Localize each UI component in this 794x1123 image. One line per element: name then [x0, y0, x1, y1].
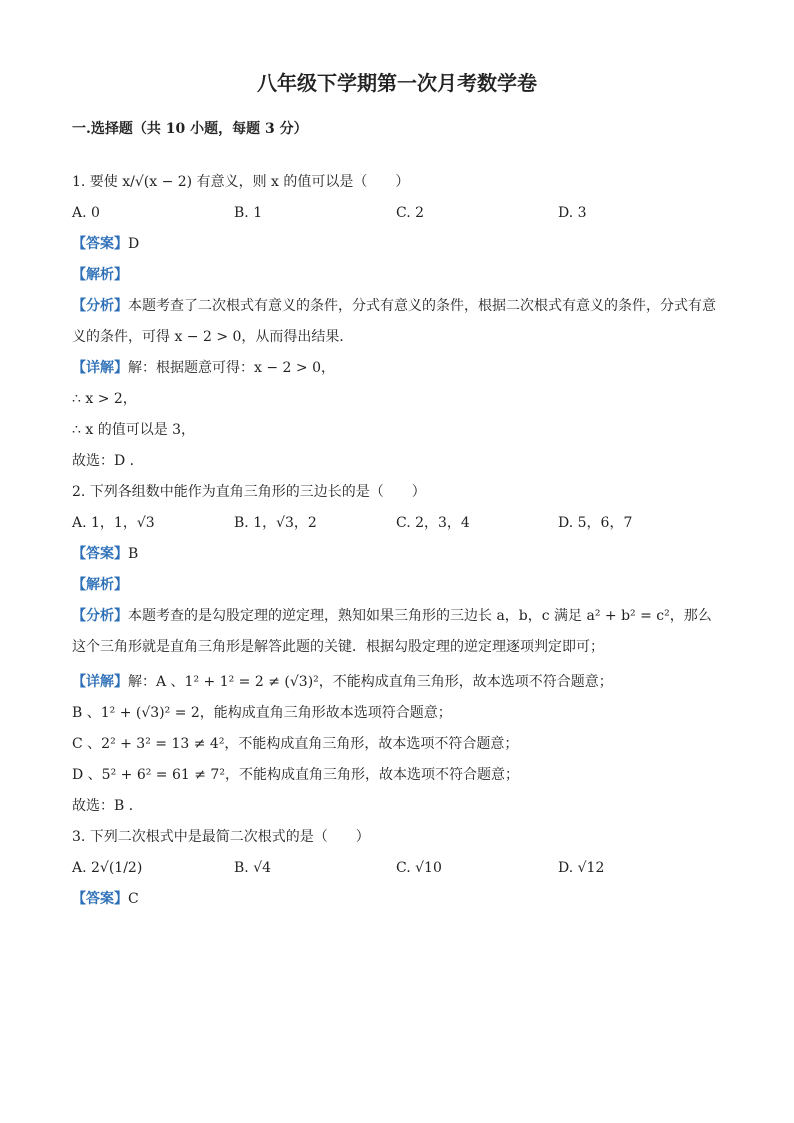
q1-detail-text: 解：根据题意可得：x − 2 > 0，	[128, 360, 335, 376]
question-1	[72, 167, 722, 477]
q2-fenxi-text: 本题考查的是勾股定理的逆定理，熟知如果三角形的三边长 a，b，c 满足 a² + b² = c²，那么这个三角形就是直角三角形是解答此题的关键．根据勾股定理的逆定理逐项判定即可；	[72, 608, 712, 655]
q1-option-a: A. 0	[72, 205, 100, 221]
q2-detail	[72, 667, 722, 698]
q3-option-d: D. √12	[558, 860, 605, 876]
q1-detail	[72, 353, 722, 384]
q2-answer-value: B	[128, 546, 139, 562]
q1-stem: 1. 要使 x/√(x − 2) 有意义，则 x 的值可以是（ ）	[72, 174, 410, 190]
q1-analysis-heading	[72, 260, 722, 291]
q2-options	[72, 508, 722, 539]
answer-tag: 【答案】	[72, 236, 128, 252]
q1-option-c: C. 2	[396, 205, 425, 221]
q2-step-4: 故选：B ．	[72, 798, 143, 814]
q3-option-b: B. √4	[234, 860, 272, 876]
question-3	[72, 822, 722, 915]
q2-step-3: D 、5² + 6² = 61 ≠ 7²，不能构成直角三角形，故本选项不符合题意；	[72, 767, 519, 783]
q2-option-d: D. 5，6，7	[558, 515, 633, 531]
detail-tag: 【详解】	[72, 360, 128, 376]
answer-tag: 【答案】	[72, 546, 128, 562]
section-heading: 一.选择题（共 10 小题，每题 3 分）	[72, 121, 308, 137]
q3-stem: 3. 下列二次根式中是最简二次根式的是（ ）	[72, 829, 370, 845]
analysis-tag: 【解析】	[72, 267, 128, 283]
question-2	[72, 477, 722, 822]
q2-step-1: B 、1² + (√3)² = 2，能构成直角三角形故本选项符合题意；	[72, 705, 452, 721]
page-title: 八年级下学期第一次月考数学卷	[257, 71, 537, 95]
q1-step-1: ∴ x > 2，	[72, 391, 137, 407]
q2-stem: 2. 下列各组数中能作为直角三角形的三边长的是（ ）	[72, 484, 426, 500]
analysis-tag: 【解析】	[72, 577, 128, 593]
q1-option-b: B. 1	[234, 205, 263, 221]
q3-answer-value: C	[128, 891, 139, 907]
q1-option-d: D. 3	[558, 205, 587, 221]
answer-tag: 【答案】	[72, 891, 128, 907]
q1-options	[72, 198, 722, 229]
q3-options	[72, 853, 722, 884]
q1-step-2: ∴ x 的值可以是 3，	[72, 422, 196, 438]
q2-analysis-heading	[72, 570, 722, 601]
q2-option-a: A. 1，1，√3	[72, 515, 155, 531]
fenxi-tag: 【分析】	[72, 298, 128, 314]
fenxi-tag: 【分析】	[72, 608, 128, 624]
q3-answer	[72, 884, 722, 915]
detail-tag: 【详解】	[72, 674, 128, 690]
q2-step-2: C 、2² + 3² = 13 ≠ 4²，不能构成直角三角形，故本选项不符合题意；	[72, 736, 519, 752]
q2-option-b: B. 1，√3，2	[234, 515, 317, 531]
q3-option-c: C. √10	[396, 860, 442, 876]
q1-fenxi	[72, 291, 722, 353]
q1-answer-value: D	[128, 236, 140, 252]
q2-option-c: C. 2，3，4	[396, 515, 470, 531]
q1-fenxi-text: 本题考查了二次根式有意义的条件，分式有意义的条件，根据二次根式有意义的条件，分式有意义的条件，可得 x − 2 > 0，从而得出结果．	[72, 298, 716, 345]
q2-answer	[72, 539, 722, 570]
q1-answer	[72, 229, 722, 260]
q1-step-3: 故选：D ．	[72, 453, 144, 469]
q3-option-a: A. 2√(1/2)	[72, 860, 143, 876]
q2-fenxi	[72, 601, 722, 663]
q2-detail-text: 解：A 、1² + 1² = 2 ≠ (√3)²，不能构成直角三角形，故本选项不符合题意；	[128, 674, 613, 690]
